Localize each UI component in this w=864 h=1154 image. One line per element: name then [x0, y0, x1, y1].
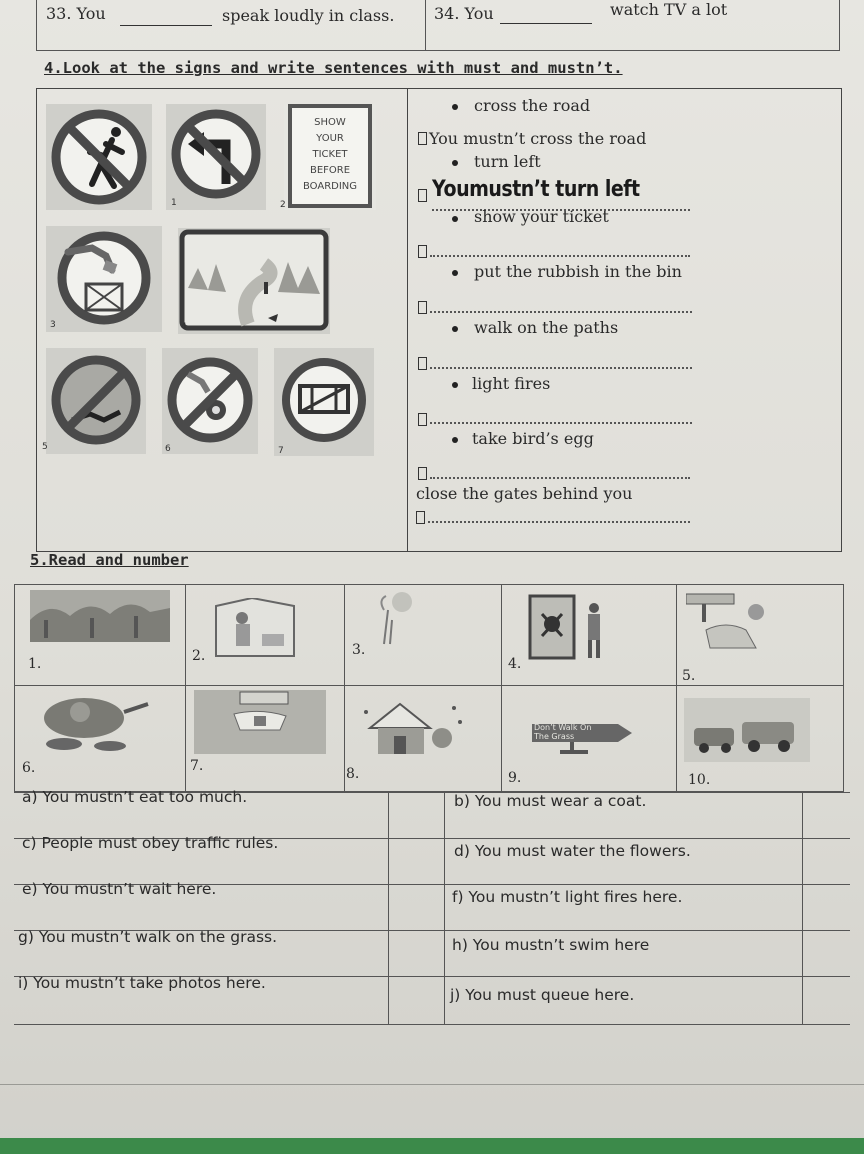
sign-number-6: 6 — [165, 444, 171, 454]
litter-bin-sign — [46, 226, 162, 332]
no-swimming-picture — [194, 690, 326, 754]
answer-line-5-prefix — [418, 354, 429, 373]
item-cross-road: cross the road — [474, 96, 591, 115]
table-cell-divider — [388, 931, 389, 978]
answer-box-i[interactable] — [390, 977, 444, 1022]
no-left-turn-sign — [166, 104, 266, 210]
bullet — [452, 437, 458, 443]
danger-sign-picture — [528, 594, 614, 662]
sentence-g: g) You mustn’t walk on the grass. — [18, 928, 278, 946]
answer-box-d[interactable] — [804, 839, 848, 884]
example-answer — [418, 129, 646, 148]
answer-box-glyph — [418, 413, 427, 426]
item-walk-paths: walk on the paths — [474, 318, 619, 337]
sentence-d: d) You must water the flowers. — [454, 842, 691, 860]
answer-box-glyph — [418, 357, 427, 370]
item-turn-left: turn left — [474, 152, 541, 171]
answer-box-e[interactable] — [390, 885, 444, 930]
table-edge — [0, 1138, 864, 1154]
no-fires-sign — [46, 348, 146, 454]
bullet — [452, 382, 458, 388]
picture-number-10: 10. — [688, 772, 711, 788]
ticket-sign-line: TICKET — [312, 149, 348, 160]
picture-number-9: 9. — [508, 770, 522, 786]
table-cell-divider — [444, 885, 445, 932]
row-divider — [425, 0, 426, 50]
answer-box-glyph — [418, 132, 427, 145]
answer-line-3[interactable] — [430, 254, 690, 257]
picture-number-4: 4. — [508, 656, 522, 672]
snowy-house-picture — [360, 688, 470, 760]
picture-number-5: 5. — [682, 668, 696, 684]
q34-blank[interactable] — [500, 22, 592, 24]
answer-box-glyph — [418, 301, 427, 314]
ticket-sign-line: BOARDING — [302, 181, 358, 192]
flower-picture — [372, 590, 428, 646]
item-rubbish-bin: put the rubbish in the bin — [474, 262, 682, 281]
answer-line-5[interactable] — [430, 366, 692, 369]
answer-box-glyph — [418, 467, 427, 480]
footer-divider — [0, 1084, 864, 1085]
handwritten-answer[interactable]: Youmustn’t turn left — [432, 176, 640, 202]
table-cell-divider — [444, 839, 445, 886]
answer-line-7-prefix — [418, 464, 429, 483]
bullet — [452, 326, 458, 332]
ticket-sign-line: YOUR — [316, 133, 344, 144]
answer-line-4-prefix — [418, 298, 429, 317]
section5-heading: 5.Read and number — [30, 551, 189, 569]
sentence-a: a) You mustn’t eat too much. — [22, 788, 248, 806]
no-pedestrians-sign — [46, 104, 152, 210]
sentence-c: c) People must obey traffic rules. — [22, 834, 279, 852]
eating-picture — [24, 692, 164, 754]
table-cell-divider — [802, 839, 803, 886]
answer-box-c[interactable] — [390, 839, 444, 884]
ticket-sign-line: BEFORE — [309, 165, 351, 176]
picture-number-7: 7. — [190, 758, 204, 774]
answer-box-glyph — [418, 189, 427, 202]
picture-number-1: 1. — [28, 656, 42, 672]
sign-number-4: 4 — [181, 322, 187, 332]
answer-box-h[interactable] — [804, 931, 848, 976]
queue-picture — [686, 590, 770, 656]
answer-line-8-prefix — [416, 508, 427, 527]
bullet — [452, 160, 458, 166]
sign-number-2: 2 — [280, 200, 286, 210]
table-cell-divider — [444, 977, 445, 1024]
park-trees-picture — [30, 590, 170, 642]
ticket-sign-line: SHOW — [314, 117, 346, 128]
table-cell-divider — [802, 931, 803, 978]
item-show-ticket: show your ticket — [474, 207, 609, 226]
waiting-booth-picture — [212, 598, 298, 660]
q33-label: 33. You — [46, 4, 106, 23]
close-gates-sign — [274, 348, 374, 456]
sign-number-1: 1 — [171, 198, 177, 208]
bullet — [452, 104, 458, 110]
table-cell-divider — [802, 977, 803, 1024]
picture-number-2: 2. — [192, 648, 206, 664]
picture-number-8: 8. — [346, 766, 360, 782]
answer-box-glyph — [418, 245, 427, 258]
sentence-i: i) You mustn’t take photos here. — [18, 974, 266, 992]
answer-box-f[interactable] — [804, 885, 848, 930]
q33-blank[interactable] — [120, 24, 212, 26]
ticket-sign-text — [284, 115, 376, 195]
answer-line-3-prefix — [418, 242, 429, 261]
sentence-j: j) You must queue here. — [450, 986, 635, 1004]
q33-text: speak loudly in class. — [222, 6, 395, 25]
answer-box-glyph — [416, 511, 425, 524]
example-answer-text: You mustn’t cross the road — [429, 129, 647, 148]
table-cell-divider — [444, 931, 445, 978]
item-close-gates: close the gates behind you — [416, 484, 633, 503]
no-birds-eggs-sign — [162, 348, 258, 454]
picture-number-6: 6. — [22, 760, 36, 776]
answer-line-6[interactable] — [430, 421, 692, 424]
sign-number-7: 7 — [278, 446, 284, 456]
answer-line-4[interactable] — [430, 310, 692, 313]
answer-line-6-prefix — [418, 410, 429, 429]
sign-text-line: Don’t Walk On — [534, 723, 592, 732]
answer-box-b[interactable] — [804, 792, 850, 838]
table-cell-divider — [388, 977, 389, 1024]
answer-box-j[interactable] — [804, 977, 848, 1022]
table-cell-divider — [388, 839, 389, 886]
item-light-fires: light fires — [472, 374, 551, 393]
section4-heading: 4.Look at the signs and write sentences with must and mustn’t. — [44, 59, 623, 77]
bullet — [452, 216, 458, 222]
sentence-f: f) You mustn’t light fires here. — [452, 888, 683, 906]
answer-box-g[interactable] — [390, 931, 444, 976]
sentence-e: e) You mustn’t wait here. — [22, 880, 217, 898]
table-cell-divider — [388, 885, 389, 932]
sign-text-line: The Grass — [534, 732, 575, 741]
answer-line-8[interactable] — [428, 520, 690, 523]
answer-box-a[interactable] — [390, 793, 444, 838]
bullet — [452, 270, 458, 276]
table-cell-divider — [388, 793, 389, 840]
picture-number-3: 3. — [352, 642, 366, 658]
section4-divider — [407, 89, 408, 551]
item-birds-egg: take bird’s egg — [472, 429, 594, 448]
traffic-picture — [684, 698, 810, 762]
dont-walk-grass-sign-text — [534, 723, 591, 741]
path-picture — [178, 228, 330, 334]
table-cell-divider — [802, 793, 803, 840]
answer-line-7[interactable] — [430, 476, 690, 479]
q34-label: 34. You — [434, 4, 494, 23]
q34-text: watch TV a lot — [610, 0, 728, 19]
table-cell-divider — [802, 885, 803, 932]
sign-number-3: 3 — [50, 320, 56, 330]
table-cell-divider — [444, 793, 445, 840]
sign-number-5: 5 — [42, 442, 48, 452]
sentence-b: b) You must wear a coat. — [454, 792, 647, 810]
answer-line-2-prefix — [418, 186, 429, 205]
sentence-h: h) You mustn’t swim here — [452, 936, 650, 954]
